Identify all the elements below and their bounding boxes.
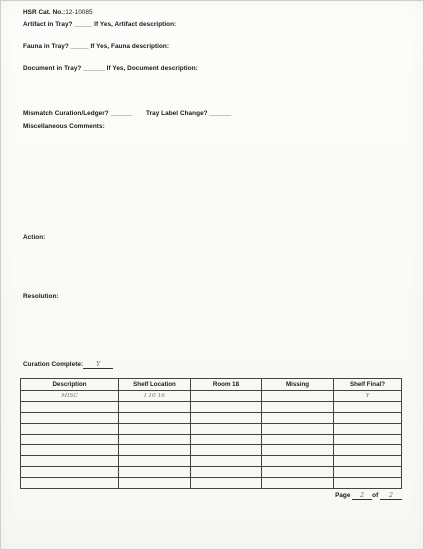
table-row	[21, 434, 402, 445]
col-shelf-final: Shelf Final?	[334, 379, 402, 391]
table-cell	[334, 401, 402, 412]
page-current: 2	[360, 491, 365, 499]
col-room-18: Room 18	[191, 379, 262, 391]
table-cell	[119, 478, 191, 489]
table-cell	[119, 412, 191, 423]
curation-complete	[23, 360, 113, 369]
table-cell	[334, 412, 402, 423]
table-cell	[262, 456, 334, 467]
table-cell	[262, 401, 334, 412]
table-row	[21, 401, 402, 412]
table-cell	[191, 478, 262, 489]
table-cell	[262, 445, 334, 456]
action-label: Action:	[23, 234, 46, 241]
table-cell	[21, 401, 119, 412]
curation-complete-fill	[83, 360, 113, 369]
table-cell	[334, 423, 402, 434]
page-total-fill	[380, 491, 402, 500]
table-header-row	[21, 379, 402, 391]
table-cell	[191, 456, 262, 467]
table-cell	[262, 423, 334, 434]
table-cell: I 10 16	[119, 391, 191, 402]
table-row	[21, 456, 402, 467]
table-cell	[119, 456, 191, 467]
fauna-question: Fauna in Tray? _____ If Yes, Fauna description:	[23, 43, 170, 50]
table-cell	[262, 412, 334, 423]
table-row	[21, 445, 402, 456]
table-cell	[119, 434, 191, 445]
table-cell	[21, 423, 119, 434]
catalog-number	[23, 9, 93, 16]
table-cell	[262, 478, 334, 489]
resolution-label: Resolution:	[23, 293, 59, 300]
table-cell	[119, 445, 191, 456]
table-cell: Y	[334, 391, 402, 402]
table-cell	[191, 423, 262, 434]
table-row	[21, 412, 402, 423]
curation-table	[20, 378, 402, 489]
table-cell	[191, 445, 262, 456]
page-label: Page	[335, 492, 351, 499]
table-cell	[191, 391, 262, 402]
tray-label-question: Tray Label Change? ______	[146, 110, 232, 117]
table-cell: MISC	[21, 391, 119, 402]
table-cell	[334, 434, 402, 445]
table-row	[21, 478, 402, 489]
table-cell	[191, 434, 262, 445]
col-description: Description	[21, 379, 119, 391]
table-cell	[262, 467, 334, 478]
document-question: Document in Tray? ______ If Yes, Document description:	[23, 65, 198, 72]
table-cell	[119, 423, 191, 434]
table-body	[21, 391, 402, 489]
page-total: 2	[388, 491, 394, 499]
table-cell	[21, 434, 119, 445]
col-shelf-location: Shelf Location	[119, 379, 191, 391]
table-cell	[21, 412, 119, 423]
table-cell	[334, 456, 402, 467]
col-missing: Missing	[262, 379, 334, 391]
table-cell	[334, 445, 402, 456]
catalog-number-label: HSR Cat. No.:	[23, 9, 66, 16]
table-cell	[21, 445, 119, 456]
page-counter	[335, 491, 402, 500]
table-row	[21, 423, 402, 434]
catalog-number-value: 12-10085	[65, 9, 93, 16]
misc-comments-label: Miscellaneous Comments:	[23, 123, 105, 130]
table-cell	[262, 434, 334, 445]
table-cell	[119, 401, 191, 412]
table-cell	[334, 467, 402, 478]
mismatch-question: Mismatch Curation/Ledger? ______	[23, 110, 133, 117]
table-cell	[262, 391, 334, 402]
curation-complete-label: Curation Complete:	[23, 361, 84, 368]
table-row	[21, 391, 402, 402]
page-current-fill	[352, 491, 372, 500]
of-label: of	[372, 492, 379, 499]
table-cell	[191, 412, 262, 423]
table-cell	[119, 467, 191, 478]
table-cell	[21, 478, 119, 489]
table-cell	[21, 467, 119, 478]
table-cell	[191, 401, 262, 412]
table-cell	[334, 478, 402, 489]
table-cell	[21, 456, 119, 467]
artifact-question: Artifact in Tray? _____ If Yes, Artifact description:	[23, 21, 177, 28]
curation-complete-value: Y	[96, 360, 101, 368]
table-row	[21, 467, 402, 478]
table-cell	[191, 467, 262, 478]
